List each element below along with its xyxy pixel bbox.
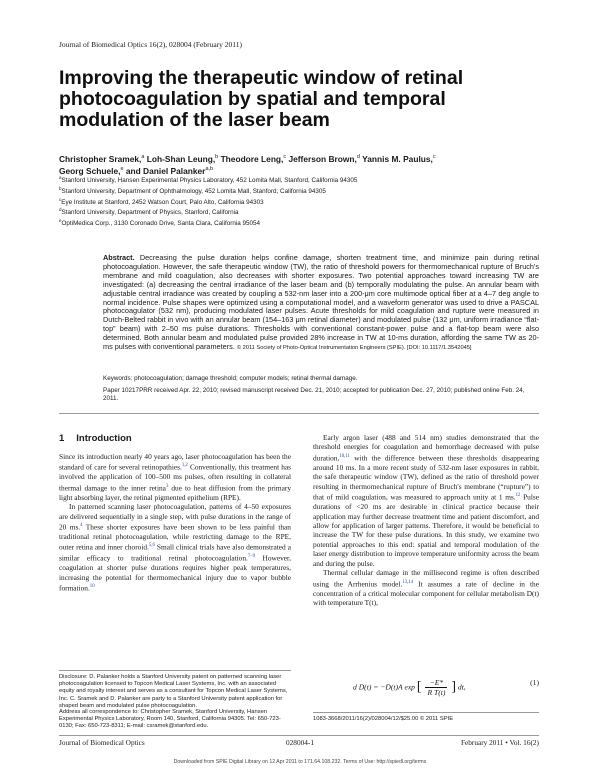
equation-number: (1) [530,678,539,687]
abstract-text: Decreasing the pulse duration helps confine damage, shorten treatment time, and minimize pain during retinal photocoagulation. However, the safe therapeutic window (TW), the ratio of threshold powers for thermomechanical rupture of Bruch's membrane and mild coagulation, also decreases with shorter exposures. Two potential approaches toward increasing TW are investigated: (a) decreasing the central irradiance of the laser beam and (b) temporally modulating the pulse. An annular beam with adjustable central irradiance was created by coupling a 532-nm laser into a 200-μm core multimode optical fiber at a 4–7 deg angle to normal incidence. Pulse shapes were optimized using a computational model, and a waveform generator was used to drive a PASCAL photocoagulator (532 nm), producing modulated laser pulses. Acute thresholds for mild coagulation and rupture were measured in Dutch-Belted rabbit in vivo with an annular beam (154–163 μm retinal diameter) and modulated pulse (132 μm, uniform irradiance “flat-top” beam) with 2–50 ms pulse durations. Thresholds with conventional constant-power pulse and a flat-top beam were also determined. Both annular beam and modulated pulse provided 28% increase in TW at 10-ms duration, affording the same TW as 20-ms pulses with conventional parameters. [103,253,539,352]
right-column [313,433,539,607]
citation-link[interactable]: 10 [89,584,95,590]
affiliation: $^d$Stanford University, Department of Physics, Stanford, California [59,207,239,217]
citation-link[interactable]: 5,6 [148,543,155,549]
paragraph: Early argon laser (488 and 514 nm) studies demonstrated that the threshold energies for coagulation and hemorrhage decreased with pulse duration,$^{10,11}$ with the difference between these thresholds disappearing around 10 ms. In a more recent study of 532-nm laser exposures in rabbit, the safe therapeutic window (TW), defined as the ratio of threshold power resulting in thermomechanical rupture of Bruch's membrane (“rupture”) to that of mild coagulation, was measured to approach unity at 1 ms.$^{12}$ Pulse durations of <20 ms are desirable in clinical practice because their application may further decrease treatment time and patient discomfort, and allow for application of larger patterns. Therefore, it would be beneficial to increase the TW for these pulse durations. In this study, we examine two potential approaches to this end: spatial and temporal modulation of the laser energy distribution to improve temperature uniformity across the beam and during the pulse. [313,433,539,568]
author[interactable]: Theodore Leng,$^c$ [220,153,287,164]
paper-history: Paper 10217PRR received Apr. 22, 2010; revised manuscript received Dec. 21, 2010; accepted for publication Dec. 27, 2010; published online Feb. 24, 2011. [103,387,525,402]
equation-tail: dt, [457,682,466,692]
abstract-copyright[interactable]: © 2011 Society of Photo-Optical Instrumentation Engineers (SPIE). [DOI: 10.1117/1.3542045] [236,345,472,352]
citation-link[interactable]: 1,2 [181,463,188,469]
abstract [103,254,539,353]
keywords: Keywords: photocoagulation; damage threshold; computer models; retinal thermal damage. [103,375,358,382]
affiliation: $^b$Stanford University, Department of Ophthalmology, 452 Lomita Mall, Stanford, California 94305 [59,185,326,195]
bracket-icon: ] [451,679,456,695]
affiliation: $^e$OptiMedica Corp., 3130 Coronado Drive, Santa Clara, California 95054 [59,218,260,228]
paragraph: Thermal cellular damage in the millisecond regime is often described using the Arrhenius model.$^{13,14}$ It assumes a rate of decline in the concentration of a critical molecular component for cellular metabolism D(t) with temperature T(t), [313,568,539,608]
divider [313,712,539,713]
equation-fraction: $\frac{-E*}{\text{R T(t)}}$ [427,678,446,697]
paragraph: In patterned scanning laser photocoagulation, patterns of 4–50 exposures are delivered sequentially in a single step, with pulse durations in the range of 20 ms.$^4$ These shorter exposures have been shown to be less painful than traditional retinal photocoagulation, while restricting damage to the RPE, outer retina and inner choroid.$^{5,6}$ Small clinical trials have also demonstrated a similar efficacy to traditional retinal photocoagulation.$^{7-9}$ However, coagulation at shorter pulse durations requires higher peak temperatures, increasing the potential for thermomechanical injury due to vapor bubble formation.$^{10}$ [59,502,291,593]
citation-link[interactable]: 4 [80,523,83,529]
journal-header: Journal of Biomedical Optics 16(2), 028004 (February 2011) [59,40,243,49]
divider [59,670,291,671]
author[interactable]: Christopher Sramek,$^a$ [59,153,145,164]
divider [59,413,539,414]
author[interactable]: Loh-Shan Leung,$^b$ [146,153,219,164]
download-notice[interactable]: Downloaded from SPIE Digital Library on 12 Apr 2011 to 171.64.108.232. Terms of Use: http://spiedl.org/terms [173,759,427,765]
disclosure-footnote: Disclosure: D. Palanker holds a Stanford University patent on patterned scanning laser photocoagulation licensed to Topcon Medical Laser Systems, Inc. with an associated equity and royalty interest and serves as a consultant for Topcon Medical Laser Systems, Inc. C. Sramek and D. Palanker are party to a Stanford University patent application for shaped beam and modulated pulse photocoagulation. [59,674,288,709]
citation-link[interactable]: 7–9 [247,554,256,560]
divider [59,735,539,736]
footer-page-number: 028004-1 [286,738,314,747]
paper-title: Improving the therapeutic window of retinal photocoagulation by spatial and temporal modulation of the laser beam [59,67,464,131]
author-list [59,152,539,177]
author[interactable]: and Daniel Palanker$^{a,b}$ [125,166,214,177]
author[interactable]: Yannis M. Paulus,$^c$ [362,153,436,164]
affiliation: $^a$Stanford University, Hansen Experimental Physics Laboratory, 452 Lomita Mall, Stanford, California 94305 [59,175,358,185]
equation-1 [313,672,539,696]
footer-date-volume: February 2011 • Vol. 16(2) [460,738,539,747]
author[interactable]: Georg Schuele,$^e$ [59,166,124,177]
citation-link[interactable]: 3 [165,483,169,489]
author[interactable]: Jefferson Brown,$^d$ [288,153,360,164]
equation-lhs: d D(t) = −D(t)A exp [353,682,415,692]
bracket-icon: [ [416,679,422,695]
citation-link[interactable]: 13,14 [402,579,414,585]
issn-line: 1083-3668/2011/16(2)/028004/12/$25.00 © 2011 SPIE [313,716,454,722]
correspondence-footnote: Address all correspondence to: Christopher Sramek, Stanford University, Hansen Experimental Physics Laboratory, Room 140, Stanford, California 94305. Tel: 650-723-0130; Fax: 650-723-8311; E-mail: csramek@stanford.edu. [59,709,281,730]
paragraph: Since its introduction nearly 40 years ago, laser photocoagulation has been the standard of care for several retinopathies.$^{1,2}$ Conventionally, this treatment has involved the application of 100–500 ms pulses, often resulting in collateral thermal damage to the inner retina$^3$ due to heat diffusion from the primary light absorbing layer, the retinal pigmented epithelium (RPE). [59,452,292,502]
abstract-label: Abstract. [103,253,135,262]
citation-link[interactable]: 12 [515,493,521,499]
affiliation: $^c$Eye Institute at Stanford, 2452 Watson Court, Palo Alto, California 94303 [59,196,264,206]
affiliations [59,174,539,228]
footer-journal: Journal of Biomedical Optics [59,738,145,747]
section-heading: 1 Introduction [59,433,132,444]
left-column [59,433,291,593]
citation-link[interactable]: 10,11 [339,453,350,459]
